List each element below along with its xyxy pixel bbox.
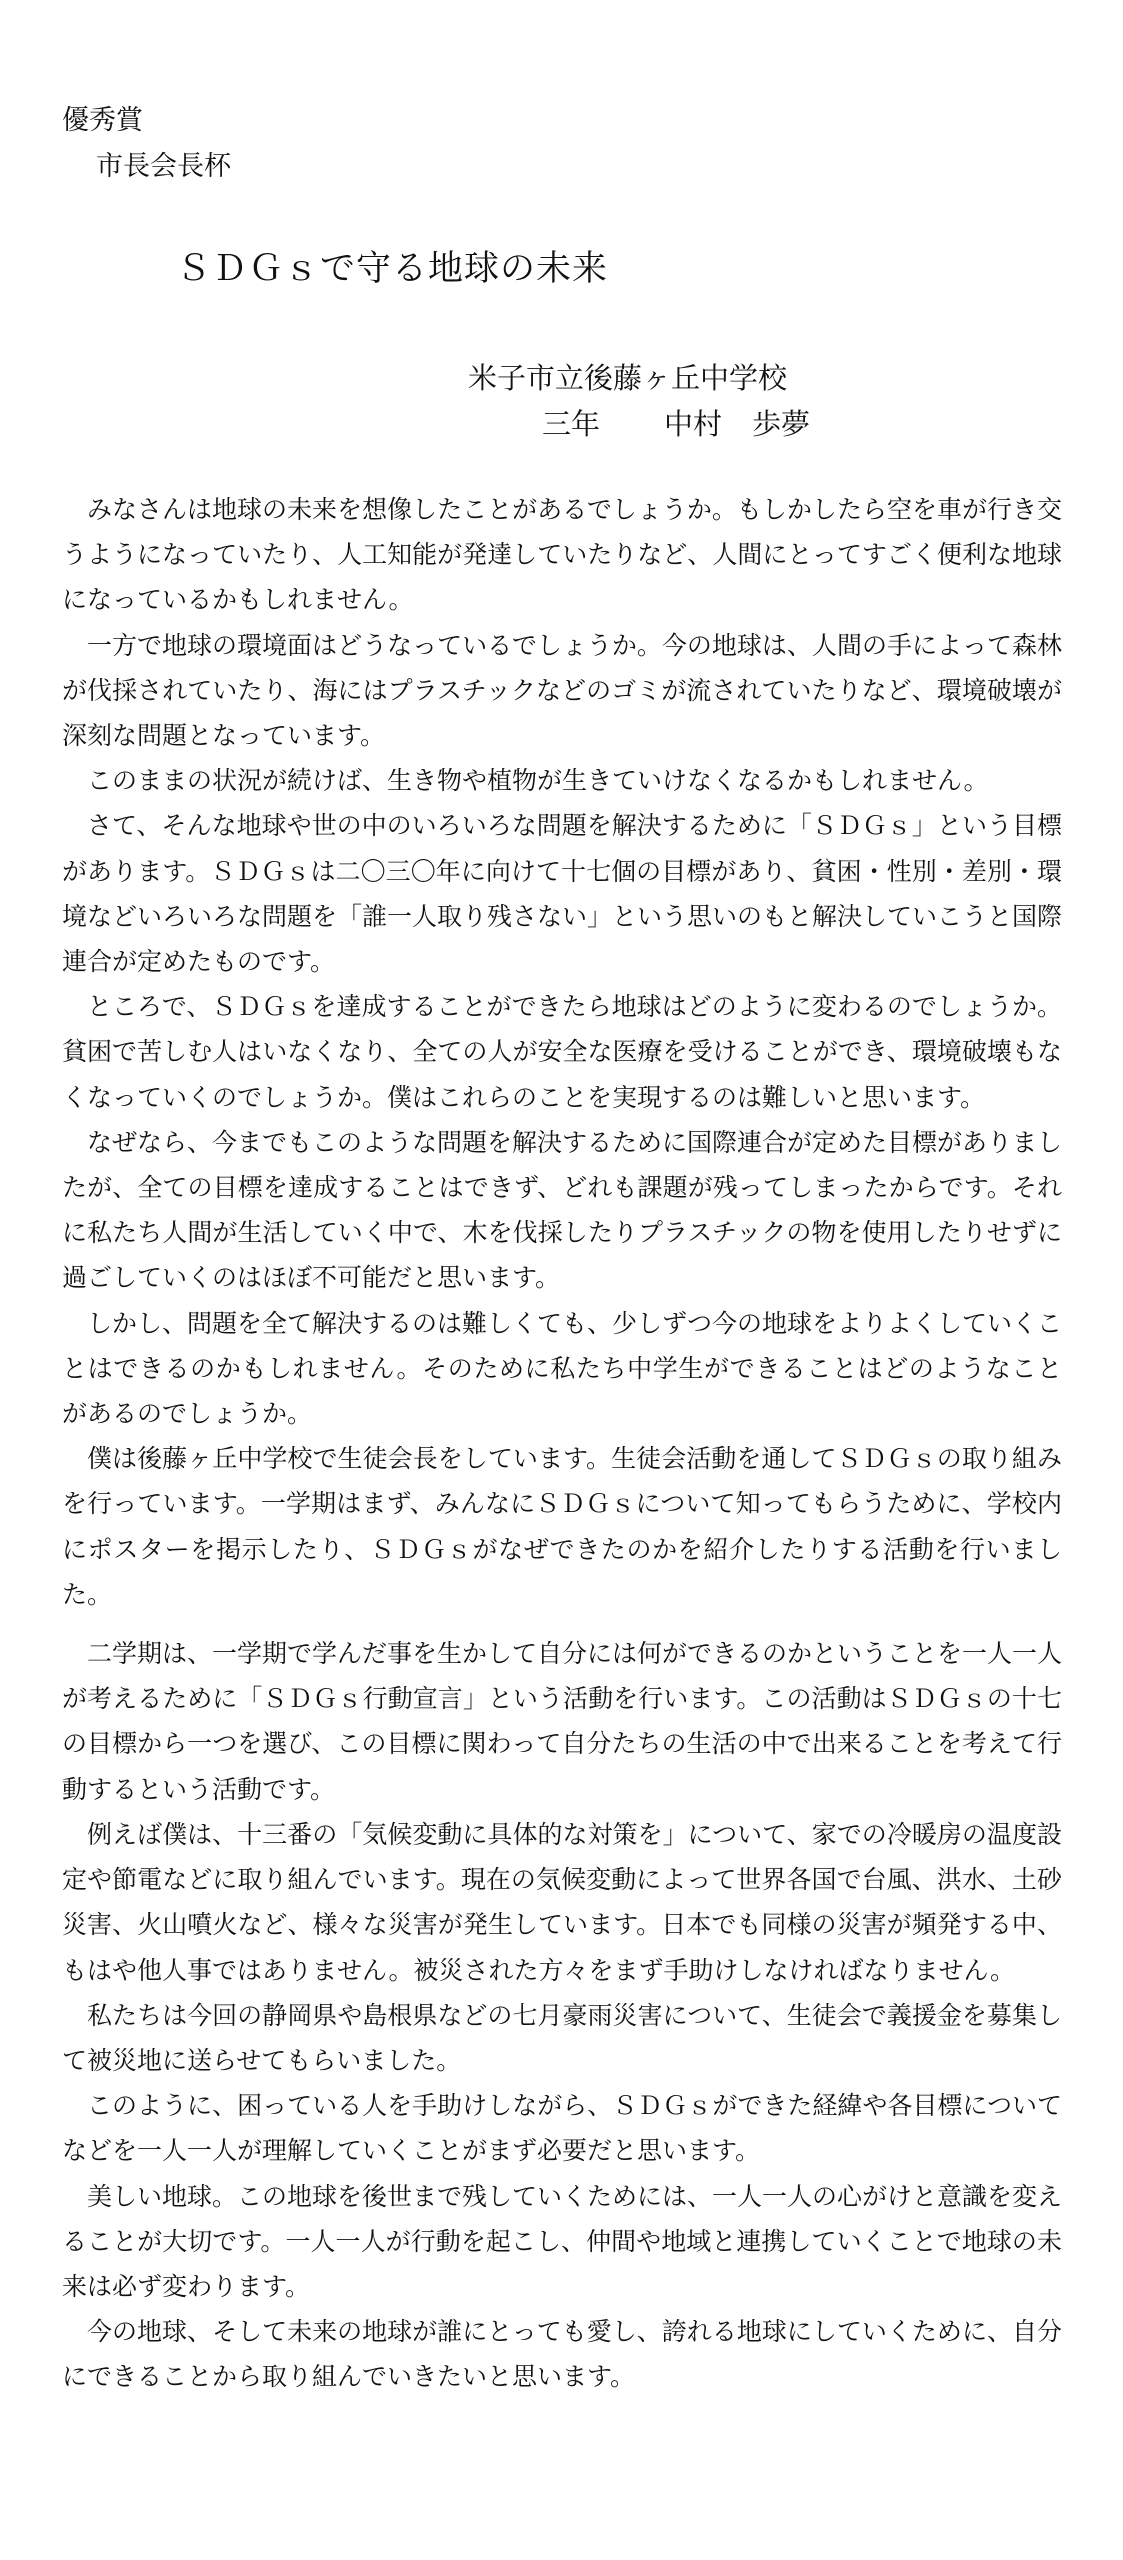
essay-paragraph: このように、困っている人を手助けしながら、ＳＤＧｓができた経緯や各目標についてなどを一人一人が理解していくことがまず必要だと思います。 <box>62 2091 1062 2166</box>
essay-paragraph: なぜなら、今までもこのような問題を解決するために国際連合が定めた目標がありましたが、全ての目標を達成することはできず、どれも課題が残ってしまったからです。それに私たち人間が生活していく中で、木を伐採したりプラスチックの物を使用したりせずに過ごしていくのはほぼ不可能だと思います。 <box>62 1127 1063 1293</box>
essay-paragraph: 一方で地球の環境面はどうなっているでしょうか。今の地球は、人間の手によって森林が伐採されていたり、海にはプラスチックなどのゴミが流されていたりなど、環境破壊が深刻な問題となっています。 <box>62 630 1062 751</box>
author-block <box>468 355 810 447</box>
essay-paragraph: 例えば僕は、十三番の「気候変動に具体的な対策を」について、家での冷暖房の温度設定や節電などに取り組んでいます。現在の気候変動によって世界各国で台風、洪水、土砂災害、火山噴火など、様々な災害が発生しています。日本でも同様の災害が頻発する中、もはや他人事ではありません。被災された方々をまず手助けしなければなりません。 <box>62 1819 1062 1985</box>
essay-body <box>62 487 1062 2400</box>
author-school: 米子市立後藤ヶ丘中学校 <box>468 361 788 395</box>
essay-paragraph: みなさんは地球の未来を想像したことがあるでしょうか。もしかしたら空を車が行き交うようになっていたり、人工知能が発達していたりなど、人間にとってすごく便利な地球になっているかもしれません。 <box>62 495 1062 615</box>
essay-paragraph: 美しい地球。この地球を後世まで残していくためには、一人一人の心がけと意識を変えることが大切です。一人一人が行動を起こし、仲間や地域と連携していくことで地球の未来は必ず変わります。 <box>62 2181 1063 2301</box>
award-cup: 市長会長杯 <box>96 151 231 182</box>
essay-paragraph: 今の地球、そして未来の地球が誰にとっても愛し、誇れる地球にしていくために、自分にできることから取り組んでいきたいと思います。 <box>62 2317 1062 2392</box>
award-prize: 優秀賞 <box>62 105 143 136</box>
author-given-name: 歩夢 <box>752 407 811 441</box>
essay-paragraph: さて、そんな地球や世の中のいろいろな問題を解決するために「ＳＤＧｓ」という目標があります。ＳＤＧｓは二〇三〇年に向けて十七個の目標があり、貧困・性別・差別・環境などいろいろな問題を「誰一人取り残さない」という思いのもと解決していこうと国際連合が定めたものです。 <box>62 811 1063 977</box>
author-grade: 三年 <box>542 407 601 441</box>
essay-paragraph: しかし、問題を全て解決するのは難しくても、少しずつ今の地球をよりよくしていくことはできるのかもしれません。そのために私たち中学生ができることはどのようなことがあるのでしょうか。 <box>62 1308 1063 1429</box>
author-surname: 中村 <box>664 407 723 441</box>
essay-paragraph: ところで、ＳＤＧｓを達成することができたら地球はどのように変わるのでしょうか。貧困で苦しむ人はいなくなり、全ての人が安全な医療を受けることができ、環境破壊もなくなっていくのでしょうか。僕はこれらのことを実現するのは難しいと思います。 <box>62 992 1062 1112</box>
author-name-line <box>468 401 810 447</box>
essay-paragraph: 二学期は、一学期で学んだ事を生かして自分には何ができるのかということを一人一人が考えるために「ＳＤＧｓ行動宣言」という活動を行います。この活動はＳＤＧｓの十七の目標から一つを選び、この目標に関わって自分たちの生活の中で出来ることを考えて行動するという活動です。 <box>62 1639 1063 1804</box>
award-heading <box>62 98 231 190</box>
essay-paragraph: 私たちは今回の静岡県や島根県などの七月豪雨災害について、生徒会で義援金を募集して被災地に送らせてもらいました。 <box>62 2000 1062 2075</box>
essay-paragraph: 僕は後藤ヶ丘中学校で生徒会長をしています。生徒会活動を通してＳＤＧｓの取り組みを行っています。一学期はまず、みんなにＳＤＧｓについて知ってもらうために、学校内にポスターを掲示したり、ＳＤＧｓがなぜできたのかを紹介したりする活動を行いました。 <box>62 1444 1062 1609</box>
essay-title: ＳＤＧｓで守る地球の未来 <box>176 249 609 289</box>
essay-paragraph: このままの状況が続けば、生き物や植物が生きていけなくなるかもしれません。 <box>87 766 989 796</box>
